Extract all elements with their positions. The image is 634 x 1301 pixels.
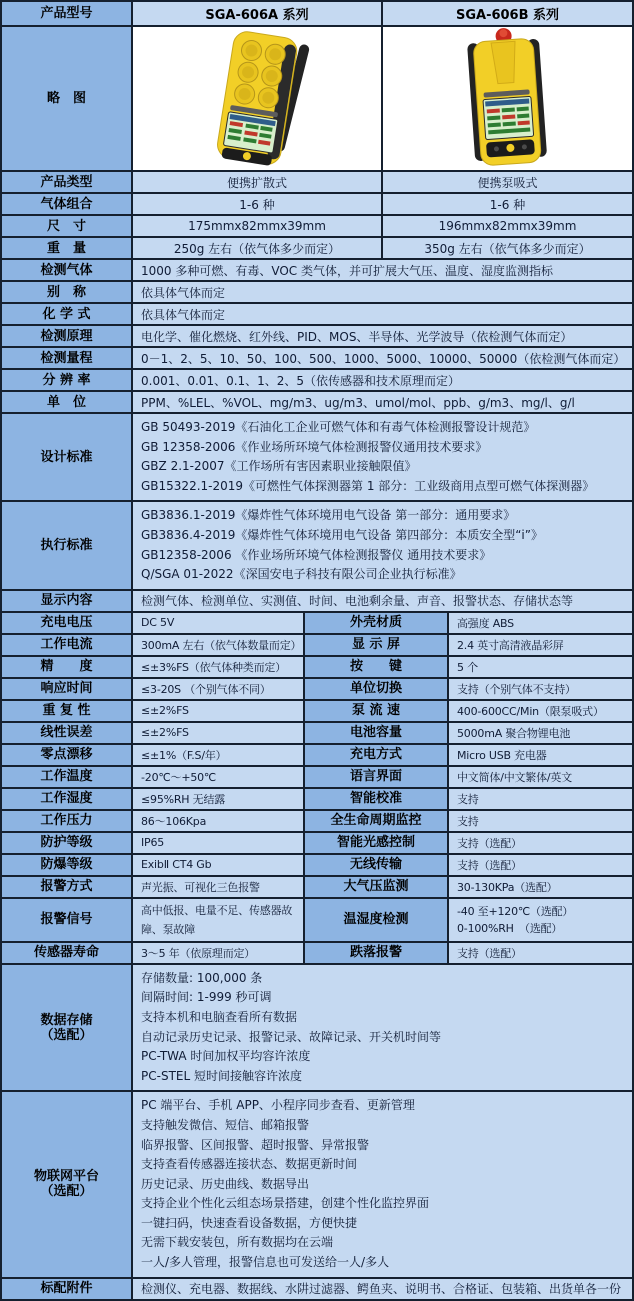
spec-value-cell: 300mA 左右（依气体数量而定）	[133, 635, 303, 655]
spec-label-cell: 检测原理	[2, 326, 131, 346]
spec-label-cell: 单位切换	[305, 679, 447, 699]
iot-line: 支持触发微信、短信、邮箱报警	[141, 1117, 310, 1132]
iot-line: 支持企业个性化云组态场景搭建，创建个性化监控界面	[141, 1196, 430, 1211]
spec-label-cell: 充电方式	[305, 745, 447, 765]
storage-line: PC-TWA 时间加权平均容许浓度	[141, 1049, 311, 1064]
standard-line: GB 50493-2019《石油化工企业可燃气体和有毒气体检测报警设计规范》	[141, 420, 536, 434]
spec-row-formula	[2, 304, 632, 324]
spec-label-cell: 报警信号	[2, 899, 131, 941]
spec-label-cell: 泵 流 速	[305, 701, 447, 721]
spec-value-cell: ≤±2%FS	[133, 723, 303, 743]
temp-range-line: -40 至+120℃（选配）	[457, 905, 574, 919]
spec-value-cell: IP65	[133, 833, 303, 853]
sketch-row	[2, 27, 632, 170]
standard-line: GB3836.1-2019《爆炸性气体环境用电气设备 第一部分：通用要求》	[141, 508, 516, 523]
spec-value-cell	[133, 1092, 632, 1276]
spec-value-a: 便携扩散式	[133, 172, 381, 192]
spec-label-cell: 零点漂移	[2, 745, 131, 765]
spec-label-cell: 显 示 屏	[305, 635, 447, 655]
spec-label-cell: 工作温度	[2, 767, 131, 787]
spec-label-cell: 工作压力	[2, 811, 131, 831]
spec-label-cell: 充电电压	[2, 613, 131, 633]
spec-label-cell: 线性误差	[2, 723, 131, 743]
spec-label-cell	[2, 1092, 131, 1276]
spec-label-cell: 大气压监测	[305, 877, 447, 897]
spec-value-cell: -20℃～+50℃	[133, 767, 303, 787]
spec-row-working-temp	[2, 767, 632, 787]
spec-label-cell: 全生命周期监控	[305, 811, 447, 831]
spec-value-cell: 声光振、可视化三色报警	[133, 877, 303, 897]
spec-label-cell: 温湿度检测	[305, 899, 447, 941]
spec-value-cell: DC 5V	[133, 613, 303, 633]
spec-label-cell: 尺 寸	[2, 216, 131, 236]
spec-label-cell: 重 复 性	[2, 701, 131, 721]
spec-row-linearity-error	[2, 723, 632, 743]
spec-row-working-pressure	[2, 811, 632, 831]
spec-value-cell: ≤±2%FS	[133, 701, 303, 721]
spec-label-cell: 化 学 式	[2, 304, 131, 324]
spec-row-accuracy	[2, 657, 632, 677]
spec-value-cell: 支持（选配）	[449, 855, 632, 875]
spec-label-cell: 单 位	[2, 392, 131, 412]
product-image-sga606a	[133, 27, 381, 170]
humidity-range-line: 0-100%RH （选配）	[457, 922, 563, 936]
standard-line: GB12358-2006 《作业场所环境气体检测报警仪 通用技术要求》	[141, 547, 492, 562]
spec-value-cell	[133, 965, 632, 1091]
spec-row-iot-platform	[2, 1092, 632, 1276]
storage-line: 自动记录历史记录、报警记录、故障记录、开关机时间等	[141, 1029, 442, 1044]
storage-line: 支持本机和电脑查看所有数据	[141, 1009, 298, 1024]
spec-value-cell: 高中低报、电量不足、传感器故障、泵故障	[133, 899, 303, 941]
header-row	[2, 2, 632, 25]
spec-label-cell: 无线传输	[305, 855, 447, 875]
spec-label-cell: 检测量程	[2, 348, 131, 368]
spec-label-cell	[2, 965, 131, 1091]
spec-value-cell: 30-130KPa（选配）	[449, 877, 632, 897]
spec-label-cell: 别 称	[2, 282, 131, 302]
spec-row-zero-drift	[2, 745, 632, 765]
spec-row-resolution	[2, 370, 632, 390]
spec-value-cell: 2.4 英寸高清液晶彩屏	[449, 635, 632, 655]
spec-value-cell: 依具体气体而定	[133, 282, 632, 302]
spec-row-alias	[2, 282, 632, 302]
spec-label-cell: 外壳材质	[305, 613, 447, 633]
spec-value-cell: 高强度 ABS	[449, 613, 632, 633]
spec-value-cell: 86～106Kpa	[133, 811, 303, 831]
spec-row-product-type	[2, 172, 632, 192]
spec-label-cell: 响应时间	[2, 679, 131, 699]
spec-row-sensor-life	[2, 943, 632, 963]
iot-label-line2: （选配）	[40, 1184, 93, 1200]
spec-row-working-humidity	[2, 789, 632, 809]
spec-label-cell: 智能校准	[305, 789, 447, 809]
spec-value-cell: 5000mA 聚合物锂电池	[449, 723, 632, 743]
spec-row-repeatability	[2, 701, 632, 721]
spec-value-cell: ≤95%RH 无结露	[133, 789, 303, 809]
spec-value-cell: Micro USB 充电器	[449, 745, 632, 765]
standard-line: GBZ 2.1-2007《工作场所有害因素职业接触限值》	[141, 459, 417, 474]
spec-row-exec-standards	[2, 502, 632, 588]
spec-label-cell: 报警方式	[2, 877, 131, 897]
iot-line: 一键扫码，快速查看设备数据，方便快捷	[141, 1215, 358, 1230]
spec-value-cell: 支持	[449, 789, 632, 809]
device-a-illustration	[133, 27, 381, 170]
spec-label-cell: 执行标准	[2, 502, 131, 588]
iot-line: 支持查看传感器连接状态、数据更新时间	[141, 1157, 358, 1172]
spec-value-cell	[449, 899, 632, 941]
spec-value-cell: 400-600CC/Min（限泵吸式）	[449, 701, 632, 721]
spec-value-cell: 5 个	[449, 657, 632, 677]
spec-label-cell: 精 度	[2, 657, 131, 677]
spec-row-alarm-mode	[2, 877, 632, 897]
iot-label-line1: 物联网平台	[33, 1169, 99, 1185]
storage-line: 间隔时间: 1-999 秒可调	[141, 990, 272, 1005]
spec-label-cell: 按 键	[305, 657, 447, 677]
spec-value-cell: 支持（个别气体不支持）	[449, 679, 632, 699]
iot-line: PC 端平台、手机 APP、小程序同步查看、更新管理	[141, 1098, 415, 1113]
spec-row-weight	[2, 238, 632, 258]
spec-value-cell: ≤3-20S （个别气体不同）	[133, 679, 303, 699]
header-model-a: SGA-606A 系列	[133, 2, 381, 25]
spec-label-cell: 气体组合	[2, 194, 131, 214]
product-image-sga606b	[383, 27, 632, 170]
storage-label-line2: （选配）	[40, 1027, 93, 1043]
spec-value-cell: ExibⅡ CT4 Gb	[133, 855, 303, 875]
spec-value-a: 1-6 种	[133, 194, 381, 214]
iot-line: 临界报警、区间报警、超时报警、异常报警	[141, 1137, 370, 1152]
spec-label-cell: 智能光感控制	[305, 833, 447, 853]
spec-label-cell: 跌落报警	[305, 943, 447, 963]
spec-label-cell: 显示内容	[2, 591, 131, 611]
spec-value-cell: 0.001、0.01、0.1、1、2、5（依传感器和技术原理而定）	[133, 370, 632, 390]
spec-row-principle	[2, 326, 632, 346]
spec-value-cell: ≤±3%FS（依气体种类而定）	[133, 657, 303, 677]
spec-value-cell: 支持（选配）	[449, 943, 632, 963]
spec-label-cell: 语言界面	[305, 767, 447, 787]
sketch-label-cell: 略 图	[2, 27, 131, 170]
spec-row-detect-gas	[2, 260, 632, 280]
spec-label-cell: 重 量	[2, 238, 131, 258]
header-model-b: SGA-606B 系列	[383, 2, 632, 25]
spec-row-data-storage	[2, 965, 632, 1091]
spec-label-cell: 防爆等级	[2, 855, 131, 875]
spec-row-working-current	[2, 635, 632, 655]
header-label-cell: 产品型号	[2, 2, 131, 25]
spec-row-display-content	[2, 591, 632, 611]
spec-value-a: 250g 左右（依气体多少而定）	[133, 238, 381, 258]
spec-value-b: 1-6 种	[383, 194, 632, 214]
spec-row-alarm-signal	[2, 899, 632, 941]
spec-value-cell	[133, 414, 632, 500]
spec-row-explosion-proof	[2, 855, 632, 875]
spec-label-cell: 工作电流	[2, 635, 131, 655]
spec-value-a: 175mmx82mmx39mm	[133, 216, 381, 236]
spec-row-gas-combo	[2, 194, 632, 214]
spec-label-cell: 工作湿度	[2, 789, 131, 809]
storage-line: 存储数量: 100,000 条	[141, 970, 263, 985]
spec-value-cell: 3～5 年（依原理而定）	[133, 943, 303, 963]
spec-label-cell: 传感器寿命	[2, 943, 131, 963]
spec-row-size	[2, 216, 632, 236]
spec-value-cell	[133, 502, 632, 588]
iot-line: 无需下载安装包，所有数据均在云端	[141, 1235, 334, 1250]
spec-value-cell: 0－1、2、5、10、50、100、500、1000、5000、10000、50000（依检测气体而定）	[133, 348, 632, 368]
spec-value-cell: 电化学、催化燃烧、红外线、PID、MOS、半导体、光学波导（依检测气体而定）	[133, 326, 632, 346]
spec-row-protection-rating	[2, 833, 632, 853]
storage-line: PC-STEL 短时间接触容许浓度	[141, 1068, 302, 1083]
spec-label-cell: 分 辨 率	[2, 370, 131, 390]
spec-value-cell: 支持（选配）	[449, 833, 632, 853]
spec-label-cell: 产品类型	[2, 172, 131, 192]
spec-row-accessories	[2, 1279, 632, 1299]
standard-line: GB15322.1-2019《可燃性气体探测器第 1 部分：工业级商用点型可燃气体探测器》	[141, 478, 595, 493]
spec-label-cell: 检测气体	[2, 260, 131, 280]
spec-value-cell: 1000 多种可燃、有毒、VOC 类气体，并可扩展大气压、温度、湿度监测指标	[133, 260, 632, 280]
spec-value-cell: ≤±1%（F.S/年）	[133, 745, 303, 765]
spec-value-cell: 中文简体/中文繁体/英文	[449, 767, 632, 787]
spec-label-cell: 设计标准	[2, 414, 131, 500]
spec-row-design-standards	[2, 414, 632, 500]
device-b-illustration	[383, 27, 632, 170]
spec-value-cell: 检测仪、充电器、数据线、水阱过滤器、鳄鱼夹、说明书、合格证、包装箱、出货单各一份	[133, 1279, 632, 1299]
spec-value-cell: PPM、%LEL、%VOL、mg/m3、ug/m3、umol/mol、ppb、g/m3、mg/l、g/l	[133, 392, 632, 412]
spec-label-cell: 电池容量	[305, 723, 447, 743]
standard-line: Q/SGA 01-2022《深国安电子科技有限公司企业执行标准》	[141, 567, 462, 582]
spec-value-cell: 支持	[449, 811, 632, 831]
iot-line: 历史记录、历史曲线、数据导出	[141, 1176, 310, 1191]
spec-value-b: 便携泵吸式	[383, 172, 632, 192]
spec-label-cell: 标配附件	[2, 1279, 131, 1299]
spec-value-b: 196mmx82mmx39mm	[383, 216, 632, 236]
spec-row-units	[2, 392, 632, 412]
standard-line: GB3836.4-2019《爆炸性气体环境用电气设备 第四部分：本质安全型“i”》	[141, 527, 543, 542]
standard-line: GB 12358-2006《作业场所环境气体检测报警仪通用技术要求》	[141, 439, 488, 454]
spec-value-cell: 检测气体、检测单位、实测值、时间、电池剩余量、声音、报警状态、存储状态等	[133, 591, 632, 611]
spec-value-cell: 依具体气体而定	[133, 304, 632, 324]
iot-line: 一人/多人管理，报警信息也可发送给一人/多人	[141, 1255, 390, 1270]
spec-row-response-time	[2, 679, 632, 699]
spec-label-cell: 防护等级	[2, 833, 131, 853]
spec-row-charge-voltage	[2, 613, 632, 633]
spec-row-range	[2, 348, 632, 368]
spec-value-b: 350g 左右（依气体多少而定）	[383, 238, 632, 258]
storage-label-line1: 数据存储	[40, 1012, 93, 1028]
